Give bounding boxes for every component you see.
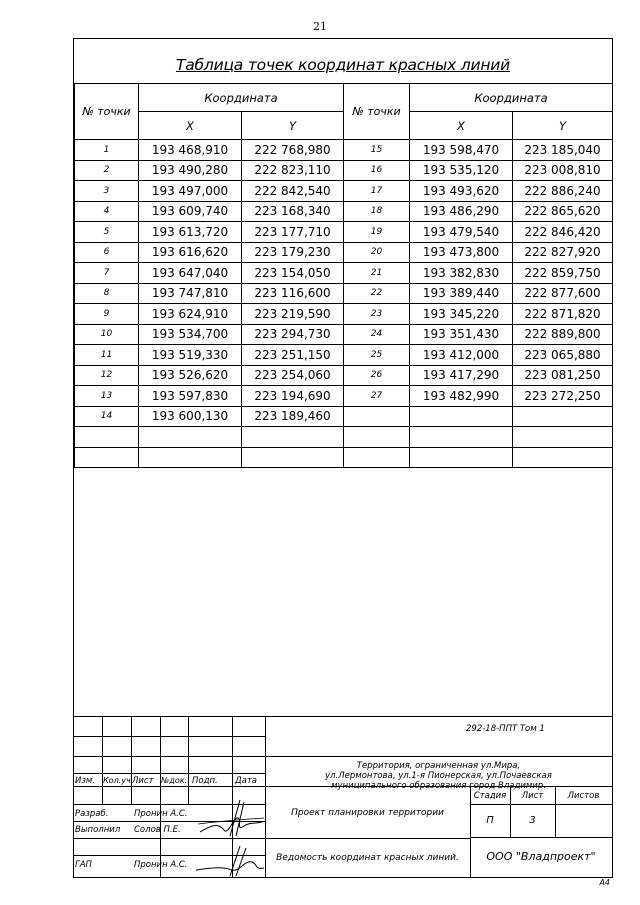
x-value-cell: 193 535,120 <box>410 160 513 181</box>
header-point-number-right: № точки <box>344 84 410 140</box>
header-x-right: X <box>410 112 513 140</box>
col-ndok: №док. <box>161 776 188 785</box>
x-value-cell: 193 747,810 <box>139 283 242 304</box>
drawing-frame <box>73 38 613 878</box>
y-value-cell: 222 877,600 <box>513 283 613 304</box>
x-value-cell: 193 609,740 <box>139 201 242 222</box>
table-row <box>75 447 613 468</box>
y-value-cell: 223 116,600 <box>242 283 344 304</box>
y-value-cell: 222 889,800 <box>513 324 613 345</box>
stage-value: П <box>486 815 494 826</box>
header-y-right: Y <box>513 112 613 140</box>
point-number-cell: 19 <box>344 222 410 243</box>
stage-label: Стадия <box>473 791 507 801</box>
header-y-left: Y <box>242 112 344 140</box>
x-value-cell: 193 613,720 <box>139 222 242 243</box>
x-value-cell: 193 482,990 <box>410 386 513 407</box>
x-value-cell: 193 351,430 <box>410 324 513 345</box>
y-value-cell: 222 827,920 <box>513 242 613 263</box>
project-name: Проект планировки территории <box>291 808 444 818</box>
y-value-cell: 223 272,250 <box>513 386 613 407</box>
table-row <box>75 181 613 202</box>
point-number-cell <box>344 447 410 468</box>
x-value-cell: 193 389,440 <box>410 283 513 304</box>
point-number-cell: 9 <box>75 304 139 325</box>
y-value-cell: 222 886,240 <box>513 181 613 202</box>
signature-razrab <box>194 796 269 844</box>
y-value-cell: 223 189,460 <box>242 406 344 427</box>
x-value-cell: 193 598,470 <box>410 140 513 161</box>
y-value-cell: 223 177,710 <box>242 222 344 243</box>
territory-line-3: муниципального образования город Владимир. <box>331 781 546 791</box>
sheets-label: Листов <box>567 791 600 801</box>
point-number-cell: 24 <box>344 324 410 345</box>
y-value-cell: 223 251,150 <box>242 345 344 366</box>
point-number-cell: 1 <box>75 140 139 161</box>
y-value-cell: 223 194,690 <box>242 386 344 407</box>
col-data: Дата <box>235 776 258 786</box>
table-row <box>75 324 613 345</box>
role-razrab: Разраб. <box>75 809 109 819</box>
x-value-cell: 193 468,910 <box>139 140 242 161</box>
header-point-number-left: № точки <box>75 84 139 140</box>
territory-line-1: Территория, ограниченная ул.Мира, <box>356 761 521 771</box>
point-number-cell: 20 <box>344 242 410 263</box>
col-koluch: Кол.уч. <box>103 776 134 785</box>
x-value-cell: 193 473,800 <box>410 242 513 263</box>
table-row <box>75 406 613 427</box>
x-value-cell: 193 616,620 <box>139 242 242 263</box>
y-value-cell: 222 871,820 <box>513 304 613 325</box>
table-row <box>75 386 613 407</box>
y-value-cell: 222 846,420 <box>513 222 613 243</box>
y-value-cell: 222 859,750 <box>513 263 613 284</box>
point-number-cell <box>75 447 139 468</box>
y-value-cell: 223 185,040 <box>513 140 613 161</box>
point-number-cell: 23 <box>344 304 410 325</box>
y-value-cell: 222 842,540 <box>242 181 344 202</box>
table-row <box>75 365 613 386</box>
x-value-cell: 193 534,700 <box>139 324 242 345</box>
page-number: 21 <box>313 20 327 33</box>
x-value-cell: 193 345,220 <box>410 304 513 325</box>
y-value-cell <box>513 406 613 427</box>
point-number-cell: 14 <box>75 406 139 427</box>
coordinates-table <box>74 83 613 468</box>
y-value-cell: 223 154,050 <box>242 263 344 284</box>
point-number-cell: 7 <box>75 263 139 284</box>
x-value-cell: 193 479,540 <box>410 222 513 243</box>
point-number-cell <box>344 406 410 427</box>
point-number-cell: 4 <box>75 201 139 222</box>
table-row <box>75 263 613 284</box>
point-number-cell: 5 <box>75 222 139 243</box>
x-value-cell: 193 486,290 <box>410 201 513 222</box>
point-number-cell <box>75 427 139 448</box>
point-number-cell: 17 <box>344 181 410 202</box>
x-value-cell: 193 624,910 <box>139 304 242 325</box>
y-value-cell <box>242 447 344 468</box>
x-value-cell: 193 412,000 <box>410 345 513 366</box>
x-value-cell <box>410 427 513 448</box>
table-row <box>75 283 613 304</box>
y-value-cell <box>513 447 613 468</box>
point-number-cell: 13 <box>75 386 139 407</box>
x-value-cell: 193 647,040 <box>139 263 242 284</box>
point-number-cell: 6 <box>75 242 139 263</box>
point-number-cell: 2 <box>75 160 139 181</box>
x-value-cell: 193 600,130 <box>139 406 242 427</box>
table-row <box>75 242 613 263</box>
point-number-cell: 18 <box>344 201 410 222</box>
table-row <box>75 160 613 181</box>
col-izm: Изм. <box>75 776 95 786</box>
document-name: Ведомость координат красных линий. <box>276 853 459 863</box>
point-number-cell: 10 <box>75 324 139 345</box>
company-name: ООО "Владпроект" <box>486 850 596 863</box>
name-pronin: Пронин А.С. <box>134 809 188 819</box>
y-value-cell: 223 065,880 <box>513 345 613 366</box>
point-number-cell: 22 <box>344 283 410 304</box>
x-value-cell <box>139 427 242 448</box>
point-number-cell: 15 <box>344 140 410 161</box>
y-value-cell: 223 081,250 <box>513 365 613 386</box>
table-row <box>75 304 613 325</box>
x-value-cell: 193 497,000 <box>139 181 242 202</box>
point-number-cell: 12 <box>75 365 139 386</box>
table-title: Таблица точек координат красных линий <box>175 56 511 74</box>
x-value-cell: 193 526,620 <box>139 365 242 386</box>
x-value-cell <box>139 447 242 468</box>
point-number-cell <box>344 427 410 448</box>
col-podp: Подп. <box>192 776 218 786</box>
document-code: 292-18-ППТ Том 1 <box>466 724 545 734</box>
x-value-cell: 193 382,830 <box>410 263 513 284</box>
header-coordinate-right: Координата <box>410 84 613 112</box>
table-row <box>75 222 613 243</box>
point-number-cell: 8 <box>75 283 139 304</box>
header-coordinate-left: Координата <box>139 84 344 112</box>
point-number-cell: 16 <box>344 160 410 181</box>
x-value-cell <box>410 406 513 427</box>
point-number-cell: 26 <box>344 365 410 386</box>
paper-format: А4 <box>599 878 610 887</box>
y-value-cell: 222 865,620 <box>513 201 613 222</box>
territory-line-2: ул.Лермонтова, ул.1-я Пионерская, ул.Почаевская <box>325 771 552 781</box>
title-block <box>74 716 612 877</box>
point-number-cell: 11 <box>75 345 139 366</box>
col-list: Лист <box>132 776 154 786</box>
y-value-cell: 222 823,110 <box>242 160 344 181</box>
x-value-cell: 193 597,830 <box>139 386 242 407</box>
table-row <box>75 201 613 222</box>
y-value-cell: 223 219,590 <box>242 304 344 325</box>
y-value-cell: 223 008,810 <box>513 160 613 181</box>
point-number-cell: 3 <box>75 181 139 202</box>
y-value-cell <box>242 427 344 448</box>
y-value-cell: 223 294,730 <box>242 324 344 345</box>
role-gap: ГАП <box>75 860 92 870</box>
x-value-cell: 193 493,620 <box>410 181 513 202</box>
x-value-cell: 193 490,280 <box>139 160 242 181</box>
y-value-cell <box>513 427 613 448</box>
y-value-cell: 223 168,340 <box>242 201 344 222</box>
sheet-value: 3 <box>529 815 536 826</box>
sheet-label: Лист <box>521 791 544 801</box>
y-value-cell: 223 254,060 <box>242 365 344 386</box>
x-value-cell <box>410 447 513 468</box>
point-number-cell: 25 <box>344 345 410 366</box>
table-row <box>75 427 613 448</box>
point-number-cell: 21 <box>344 263 410 284</box>
table-row <box>75 140 613 161</box>
signature-gap <box>192 844 267 878</box>
table-row <box>75 345 613 366</box>
point-number-cell: 27 <box>344 386 410 407</box>
x-value-cell: 193 417,290 <box>410 365 513 386</box>
header-x-left: X <box>139 112 242 140</box>
y-value-cell: 222 768,980 <box>242 140 344 161</box>
role-vypolnil: Выполнил <box>75 825 121 835</box>
y-value-cell: 223 179,230 <box>242 242 344 263</box>
name-pronin-gap: Пронин А.С. <box>134 860 188 870</box>
x-value-cell: 193 519,330 <box>139 345 242 366</box>
name-solov: Солов П.Е. <box>134 825 181 835</box>
